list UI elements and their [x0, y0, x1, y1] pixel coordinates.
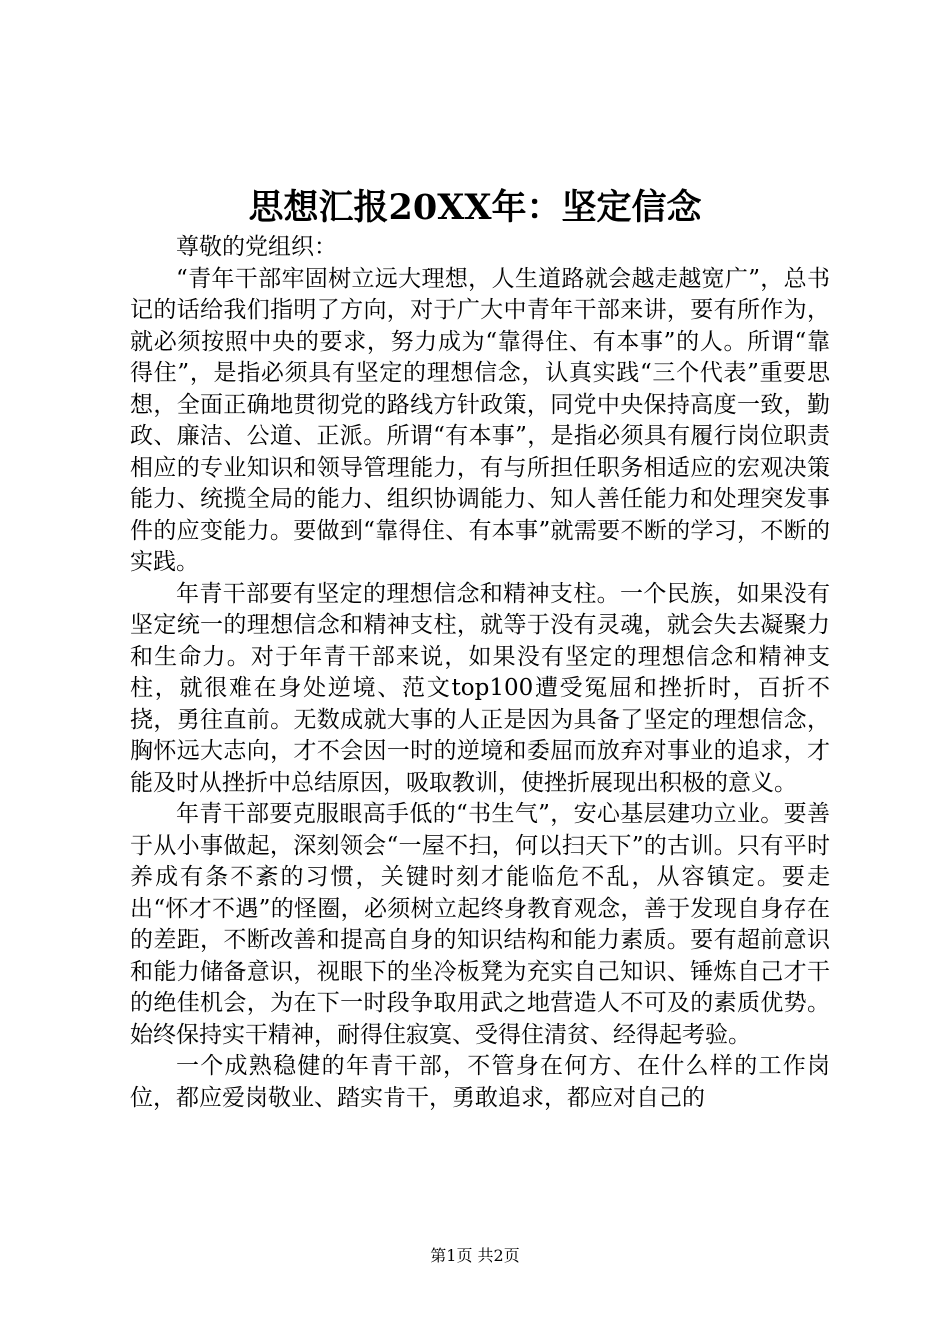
- document-title: 思想汇报20XX年：坚定信念: [248, 187, 702, 228]
- salutation: 尊敬的党组织：: [176, 234, 337, 260]
- page-footer: 第1页 共2页: [430, 1246, 520, 1265]
- paragraph-4: 一个成熟稳健的年青干部，不管身在何方、在什么样的工作岗位，都应爱岗敬业、踏实肯干，勇敢追求，都应对自己的: [130, 1053, 830, 1111]
- paragraph-1: “青年干部牢固树立远大理想，人生道路就会越走越宽广”，总书记的话给我们指明了方向，对于广大中青年干部来讲，要有所作为，就必须按照中央的要求，努力成为“靠得住、有本事”的人。所谓“靠得住”，是指必须具有坚定的理想信念，认真实践“三个代表”重要思想，全面正确地贯彻党的路线方针政策，同党中央保持高度一致，勤政、廉洁、公道、正派。所谓“有本事”，是指必须具有履行岗位职责相应的专业知识和领导管理能力，有与所担任职务相适应的宏观决策能力、统揽全局的能力、组织协调能力、知人善任能力和处理突发事件的应变能力。要做到“靠得住、有本事”就需要不断的学习，不断的实践。: [130, 265, 830, 575]
- paragraph-3: 年青干部要克服眼高手低的“书生气”，安心基层建功立业。要善于从小事做起，深刻领会“一屋不扫，何以扫天下”的古训。只有平时养成有条不紊的习惯，关键时刻才能临危不乱，从容镇定。要走出“怀才不遇”的怪圈，必须树立起终身教育观念，善于发现自身存在的差距，不断改善和提高自身的知识结构和能力素质。要有超前意识和能力储备意识，视眼下的坐冷板凳为充实自己知识、锤炼自己才干的绝佳机会，为在下一时段争取用武之地营造人不可及的素质优势。始终保持实干精神，耐得住寂寞、受得住清贫、经得起考验。: [130, 801, 830, 1048]
- document-body: [130, 232, 830, 1114]
- paragraph-2: 年青干部要有坚定的理想信念和精神支柱。一个民族，如果没有坚定统一的理想信念和精神支柱，就等于没有灵魂，就会失去凝聚力和生命力。对于年青干部来说，如果没有坚定的理想信念和精神支柱，就很难在身处逆境、范文top100遭受冤屈和挫折时，百折不挠，勇往直前。无数成就大事的人正是因为具备了坚定的理想信念，胸怀远大志向，才不会因一时的逆境和委屈而放弃对事业的追求，才能及时从挫折中总结原因，吸取教训，使挫折展现出积极的意义。: [130, 580, 830, 796]
